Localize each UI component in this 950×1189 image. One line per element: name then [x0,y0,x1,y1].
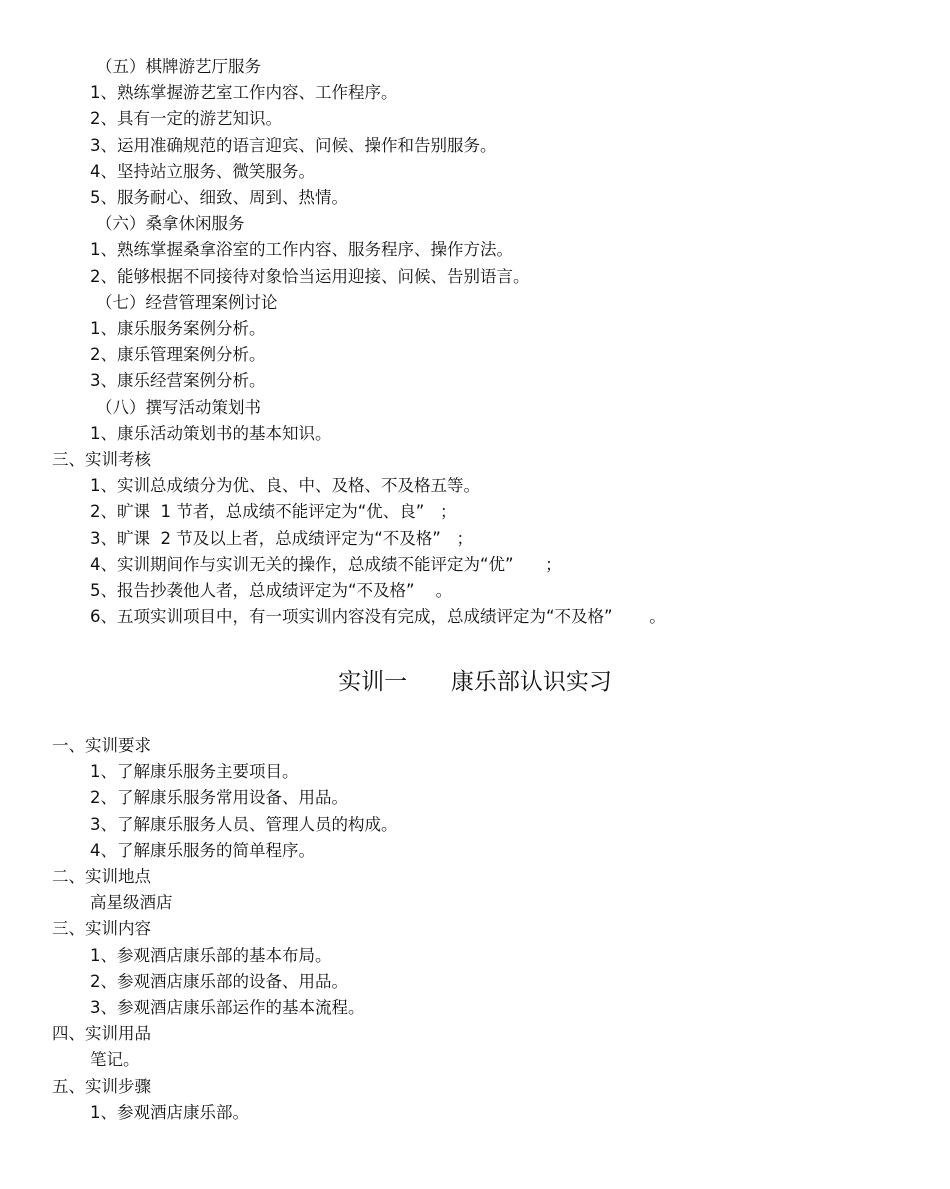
list-item: 2、旷课 1 节者，总成绩不能评定为“优、良” ； [90,502,457,522]
list-item: 5、服务耐心、细致、周到、热情。 [90,188,348,207]
list-item: 1、实训总成绩分为优、良、中、及格、不及格五等。 [90,476,480,496]
list-item: 3、康乐经营案例分析。 [90,371,266,391]
list-item: 4、坚持站立服务、微笑服务。 [90,161,315,181]
list-item: 3、运用准确规范的语言迎宾、问候、操作和告别服务。 [90,135,497,155]
subsection-heading: （七）经营管理案例讨论 [96,292,278,312]
subsection-heading: （六）桑拿休闲服务 [96,214,245,234]
list-item: 2、康乐管理案例分析。 [90,345,266,365]
section-heading: 三、实训考核 [52,450,151,469]
list-item: 笔记。 [90,1050,140,1070]
list-item: 2、参观酒店康乐部的设备、用品。 [90,971,348,991]
section-heading: 二、实训地点 [52,867,151,886]
page-title: 实训一 康乐部认识实习 [338,669,612,695]
subsection-heading: （八）撰写活动策划书 [96,397,261,417]
section-heading: 三、实训内容 [52,919,151,939]
list-item: 6、五项实训项目中，有一项实训内容没有完成，总成绩评定为“不及格” 。 [90,607,666,627]
list-item: 1、熟练掌握桑拿浴室的工作内容、服务程序、操作方法。 [90,240,513,260]
list-item: 2、具有一定的游艺知识。 [90,109,282,129]
list-item: 1、康乐活动策划书的基本知识。 [90,423,332,443]
subsection-heading: （五）棋牌游艺厅服务 [96,57,261,76]
list-item: 2、了解康乐服务常用设备、用品。 [90,788,348,808]
list-item: 1、参观酒店康乐部。 [90,1102,249,1122]
list-item: 1、了解康乐服务主要项目。 [90,762,299,782]
list-item: 1、康乐服务案例分析。 [90,319,266,338]
section-heading: 五、实训步骤 [52,1076,151,1096]
list-item: 5、报告抄袭他人者，总成绩评定为“不及格” 。 [90,581,453,600]
list-item: 2、能够根据不同接待对象恰当运用迎接、问候、告别语言。 [90,266,530,286]
list-item: 1、参观酒店康乐部的基本布局。 [90,945,332,965]
section-heading: 一、实训要求 [52,736,151,755]
list-item: 3、了解康乐服务人员、管理人员的构成。 [90,814,398,834]
section-heading: 四、实训用品 [52,1024,151,1044]
list-item: 4、实训期间作与实训无关的操作，总成绩不能评定为“优” ； [90,554,562,574]
list-item: 3、旷课 2 节及以上者，总成绩评定为“不及格” ； [90,528,474,548]
list-item: 4、了解康乐服务的简单程序。 [90,840,315,860]
list-item: 高星级酒店 [90,893,173,913]
list-item: 3、参观酒店康乐部运作的基本流程。 [90,998,365,1017]
list-item: 1、熟练掌握游艺室工作内容、工作程序。 [90,83,398,103]
